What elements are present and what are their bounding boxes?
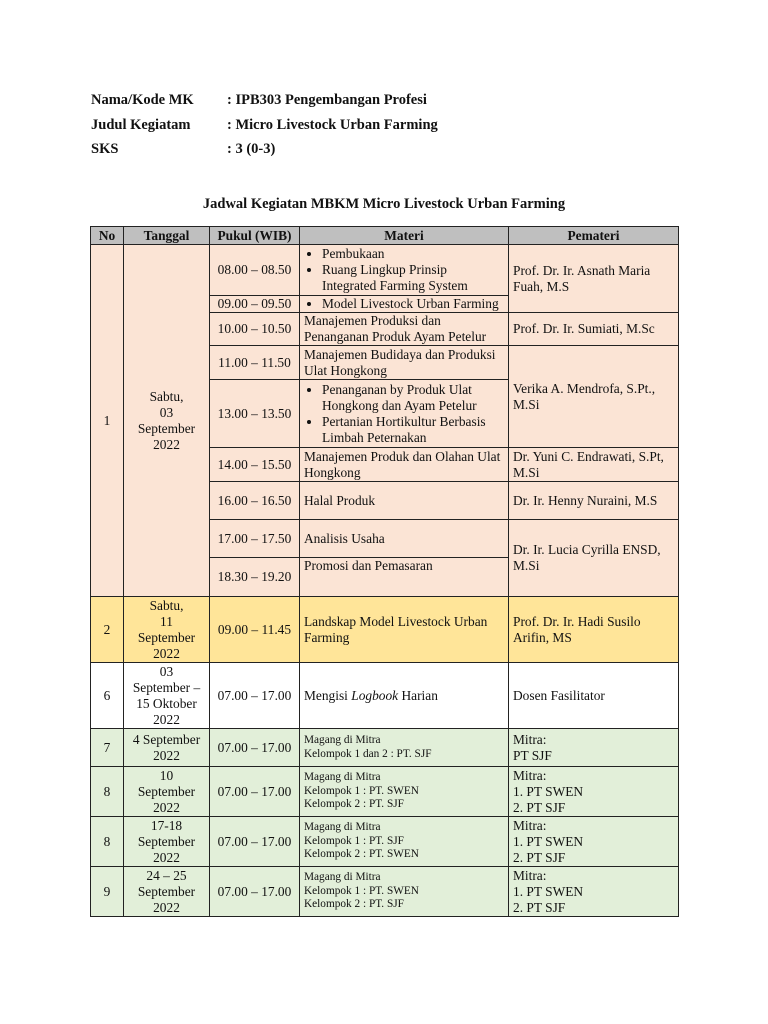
meta-row-nama <box>91 92 438 117</box>
row-materi: Mengisi Logbook Harian <box>300 663 509 729</box>
row-tanggal: 03 September – 15 Oktober 2022 <box>124 663 210 729</box>
row-materi: Halal Produk <box>300 482 509 520</box>
row-pemateri: Dosen Fasilitator <box>509 663 679 729</box>
table-row <box>91 767 679 817</box>
header-materi: Materi <box>300 227 509 245</box>
header-pemateri: Pemateri <box>509 227 679 245</box>
row-materi: Magang di Mitra Kelompok 1 dan 2 : PT. SJF <box>300 729 509 767</box>
row-no: 8 <box>91 817 124 867</box>
row-materi: Manajemen Produk dan Olahan Ulat Hongkong <box>300 448 509 482</box>
row-materi: Magang di Mitra Kelompok 1 : PT. SWEN Kelompok 2 : PT. SJF <box>300 867 509 917</box>
row-no: 6 <box>91 663 124 729</box>
list-item: • Penanganan by Produk Ulat Hongkong dan Ayam Petelur <box>322 382 504 414</box>
row-tanggal: 17-18 September 2022 <box>124 817 210 867</box>
row-pemateri: Prof. Dr. Ir. Sumiati, M.Sc <box>509 313 679 346</box>
row-pemateri: Mitra: 1. PT SWEN 2. PT SJF <box>509 817 679 867</box>
list-item: • Pertanian Hortikultur Berbasis Limbah Peternakan <box>322 414 504 446</box>
row-pukul: 14.00 – 15.50 <box>210 448 300 482</box>
row-materi: Promosi dan Pemasaran <box>300 558 509 597</box>
row-no: 2 <box>91 597 124 663</box>
nama-value: : IPB303 Pengembangan Profesi <box>227 92 427 108</box>
row-tanggal: 10 September 2022 <box>124 767 210 817</box>
sks-label: SKS <box>91 141 119 157</box>
judul-label: Judul Kegiatam <box>91 116 191 133</box>
list-item: • Ruang Lingkup Prinsip Integrated Farming System <box>322 262 504 294</box>
row-pukul: 10.00 – 10.50 <box>210 313 300 346</box>
row-pukul: 07.00 – 17.00 <box>210 663 300 729</box>
row-pukul: 07.00 – 17.00 <box>210 729 300 767</box>
row-materi <box>300 245 509 296</box>
list-item: • Model Livestock Urban Farming <box>322 296 504 312</box>
row-no: 8 <box>91 767 124 817</box>
sks-value: : 3 (0-3) <box>227 141 276 157</box>
row-pukul: 07.00 – 17.00 <box>210 817 300 867</box>
judul-value: : Micro Livestock Urban Farming <box>227 116 438 133</box>
schedule-table <box>90 226 679 917</box>
table-row <box>91 663 679 729</box>
table-row <box>91 245 679 296</box>
row-tanggal: 24 – 25 September 2022 <box>124 867 210 917</box>
row-tanggal: Sabtu, 11 September 2022 <box>124 597 210 663</box>
row-pemateri: Prof. Dr. Ir. Hadi Susilo Arifin, MS <box>509 597 679 663</box>
row-pemateri: Prof. Dr. Ir. Asnath Maria Fuah, M.S <box>509 245 679 313</box>
row-materi: Manajemen Produksi dan Penanganan Produk Ayam Petelur <box>300 313 509 346</box>
row-materi: Manajemen Budidaya dan Produksi Ulat Hongkong <box>300 346 509 380</box>
row-materi <box>300 380 509 448</box>
course-meta <box>91 92 438 166</box>
row-pukul: 08.00 – 08.50 <box>210 245 300 296</box>
row-pukul: 09.00 – 09.50 <box>210 296 300 313</box>
row-pemateri: Dr. Yuni C. Endrawati, S.Pt, M.Si <box>509 448 679 482</box>
table-row <box>91 867 679 917</box>
row-tanggal: Sabtu, 03 September 2022 <box>124 245 210 597</box>
row-materi: Landskap Model Livestock Urban Farming <box>300 597 509 663</box>
row-pukul: 16.00 – 16.50 <box>210 482 300 520</box>
list-item: • Pembukaan <box>322 246 504 262</box>
row-pukul: 18.30 – 19.20 <box>210 558 300 597</box>
row-pukul: 07.00 – 17.00 <box>210 767 300 817</box>
row-pemateri: Dr. Ir. Lucia Cyrilla ENSD, M.Si <box>509 520 679 597</box>
row-pemateri: Mitra: PT SJF <box>509 729 679 767</box>
row-pemateri: Mitra: 1. PT SWEN 2. PT SJF <box>509 767 679 817</box>
table-row <box>91 597 679 663</box>
row-pukul: 11.00 – 11.50 <box>210 346 300 380</box>
row-materi: Magang di Mitra Kelompok 1 : PT. SJF Kelompok 2 : PT. SWEN <box>300 817 509 867</box>
row-no: 7 <box>91 729 124 767</box>
row-materi: Magang di Mitra Kelompok 1 : PT. SWEN Kelompok 2 : PT. SJF <box>300 767 509 817</box>
table-row <box>91 817 679 867</box>
table-header-row <box>91 227 679 245</box>
row-tanggal: 4 September 2022 <box>124 729 210 767</box>
meta-row-judul <box>91 117 438 142</box>
row-pukul: 13.00 – 13.50 <box>210 380 300 448</box>
row-pemateri: Mitra: 1. PT SWEN 2. PT SJF <box>509 867 679 917</box>
table-row <box>91 729 679 767</box>
row-pukul: 17.00 – 17.50 <box>210 520 300 558</box>
row-materi: Analisis Usaha <box>300 520 509 558</box>
row-materi <box>300 296 509 313</box>
schedule-title: Jadwal Kegiatan MBKM Micro Livestock Urban Farming <box>202 196 566 212</box>
header-no: No <box>91 227 124 245</box>
row-pukul: 07.00 – 17.00 <box>210 867 300 917</box>
row-no: 9 <box>91 867 124 917</box>
row-pukul: 09.00 – 11.45 <box>210 597 300 663</box>
header-pukul: Pukul (WIB) <box>210 227 300 245</box>
row-no: 1 <box>91 245 124 597</box>
header-tanggal: Tanggal <box>124 227 210 245</box>
row-pemateri: Verika A. Mendrofa, S.Pt., M.Si <box>509 346 679 448</box>
meta-row-sks <box>91 141 438 166</box>
nama-label: Nama/Kode MK <box>91 92 194 108</box>
row-pemateri: Dr. Ir. Henny Nuraini, M.S <box>509 482 679 520</box>
